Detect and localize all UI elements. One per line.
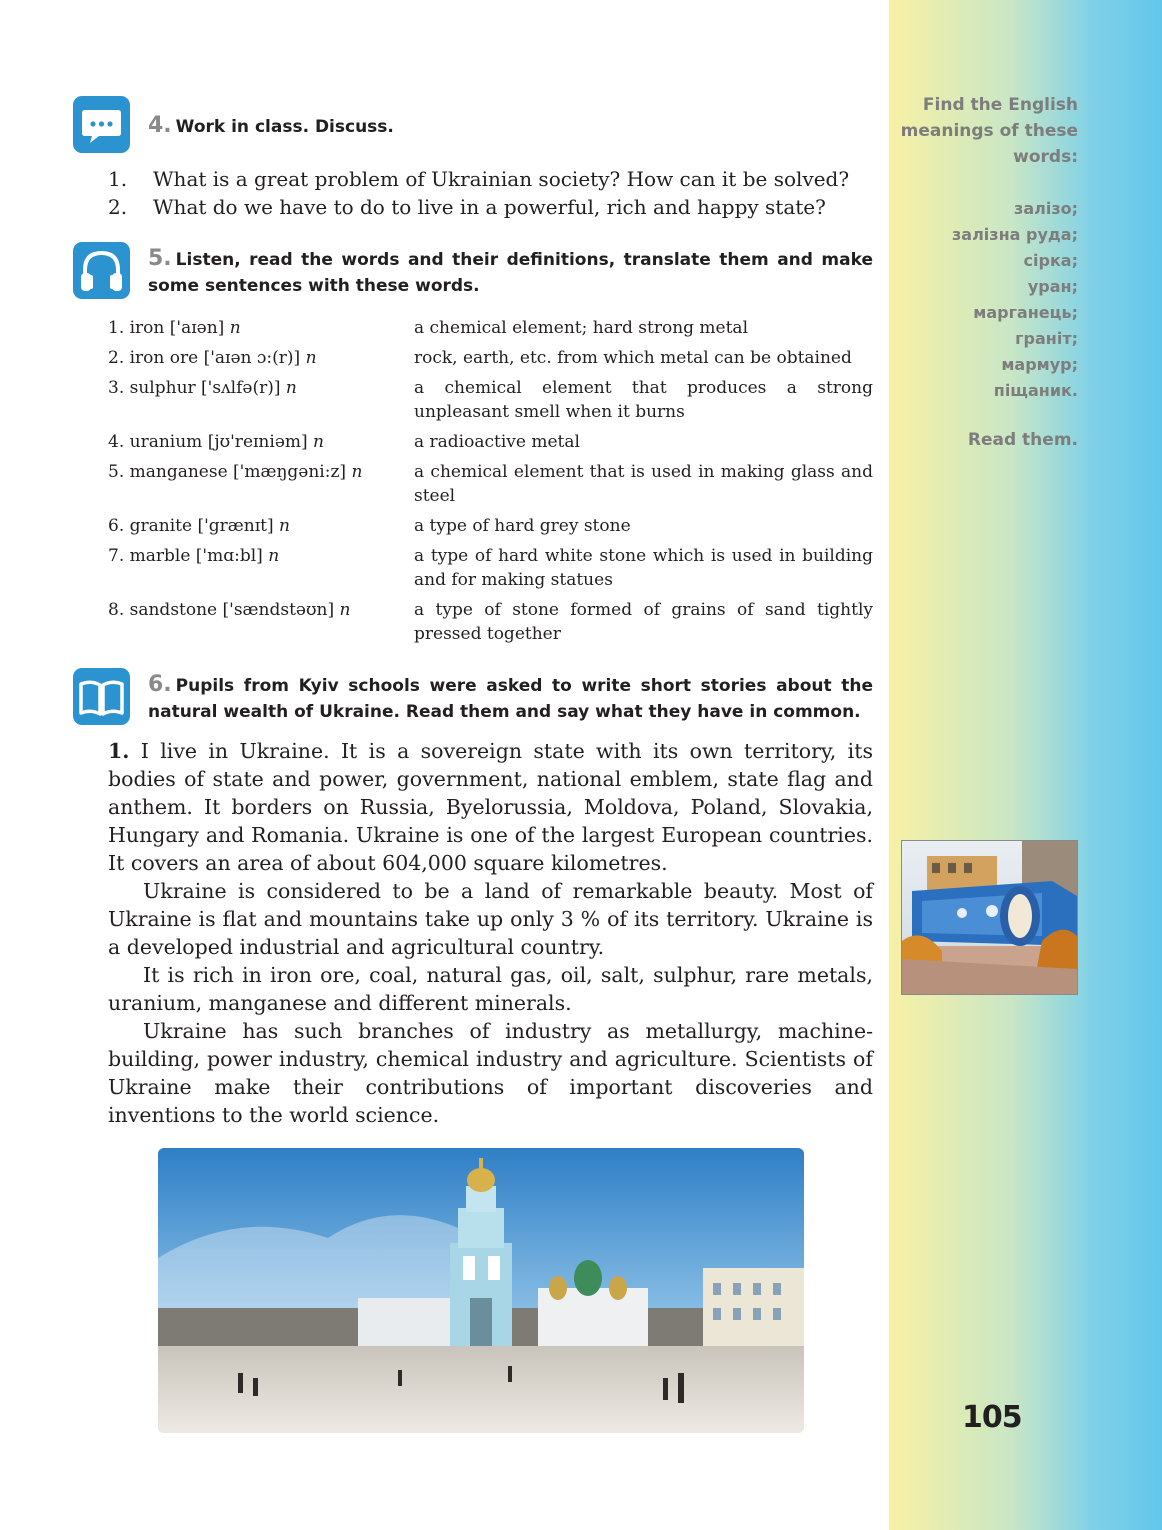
task5-icon-box (73, 242, 130, 299)
vocab-term-text: 8. sandstone ['sændstəʊn] (108, 600, 340, 620)
story-paragraph: It is rich in iron ore, coal, natural gas, oil, salt, sulphur, rare metals, uranium, manganese and different minerals. (108, 963, 873, 1015)
vocab-row (108, 430, 873, 454)
vocab-term-text: 1. iron ['aɪən] (108, 318, 230, 338)
vocab-row (108, 598, 873, 646)
vocab-pos: n (339, 600, 351, 620)
vocab-pos: n (279, 516, 290, 536)
task5-heading (148, 246, 873, 299)
vocabulary-table (108, 316, 873, 652)
sidebar-task-line: words: (1013, 147, 1078, 167)
vocab-definition: a radioactive metal (414, 432, 580, 452)
vocab-term (108, 316, 414, 340)
task5-heading-text: Listen, read the words and their definitions, translate them and make some sentences with these words. (148, 250, 873, 296)
question-number: 2. (108, 195, 128, 219)
vocab-pos: n (285, 378, 297, 398)
task4-question-list (108, 165, 878, 221)
vocab-row (108, 316, 873, 340)
vocab-pos: n (351, 462, 363, 482)
vocab-row (108, 376, 873, 424)
vocab-term-text: 3. sulphur ['sʌlfə(r)] (108, 378, 286, 398)
vocab-term (108, 598, 414, 646)
vocab-row (108, 460, 873, 508)
question-text: What do we have to do to live in a powerful, rich and happy state? (153, 195, 826, 219)
task4-heading-text: Work in class. Discuss. (175, 117, 394, 137)
sidebar-word: граніт; (1015, 329, 1078, 348)
question-text: What is a great problem of Ukrainian society? How can it be solved? (153, 167, 850, 191)
task4-heading (148, 113, 873, 140)
vocab-term-text: 7. marble ['mɑ:bl] (108, 546, 269, 566)
vocab-term-text: 6. granite ['grænɪt] (108, 516, 279, 536)
sofia-square-photo (158, 1148, 804, 1433)
vocab-term-text: 5. manganese ['mæŋgəni:z] (108, 462, 352, 482)
story-text (108, 737, 873, 1129)
sidebar-word: залізо; (1014, 199, 1078, 218)
sidebar-panel (889, 0, 1162, 1530)
vocab-term-text: 4. uranium [jʊ'reɪniəm] (108, 432, 314, 452)
vocab-definition: a chemical element that produces a strong unpleasant smell when it burns (414, 378, 873, 422)
vocab-term (108, 346, 414, 370)
vocab-definition: a type of hard grey stone (414, 516, 631, 536)
story-paragraph: Ukraine is considered to be a land of remarkable beauty. Most of Ukraine is flat and mountains take up only 3 % of its territory. Ukraine is a developed industrial and agricultural country. (108, 879, 873, 959)
sidebar-word: мармур; (1001, 355, 1078, 374)
sidebar-task (878, 92, 1078, 170)
speech-bubble-icon (73, 96, 130, 153)
vocab-pos: n (305, 348, 317, 368)
task4-icon-box (73, 96, 130, 153)
sidebar-word: піщаник. (993, 381, 1078, 400)
vocab-term (108, 514, 414, 538)
vocab-term (108, 544, 414, 592)
story-number: 1. (108, 739, 130, 763)
vocab-pos: n (268, 546, 280, 566)
sidebar-word: уран; (1027, 277, 1078, 296)
vocab-pos: n (229, 318, 241, 338)
vocab-pos: n (313, 432, 324, 452)
question-number: 1. (108, 167, 128, 191)
task6-heading (148, 672, 873, 725)
story-paragraph: Ukraine has such branches of industry as metallurgy, machine-building, power industry, chemical industry and agriculture. Scientists of Ukraine make their contributions of important discoveries and inventions to the world science. (108, 1019, 873, 1127)
sidebar-task-line: meanings of these (900, 121, 1078, 141)
vocab-definition: a chemical element that is used in making glass and steel (414, 462, 873, 506)
sidebar-read-label: Read them. (967, 430, 1078, 450)
task6-number: 6. (148, 672, 172, 697)
vocab-term (108, 460, 414, 508)
vocab-definition: rock, earth, etc. from which metal can be obtained (414, 348, 852, 368)
vocab-row (108, 544, 873, 592)
vocab-definition: a chemical element; hard strong metal (414, 318, 749, 338)
vocab-row (108, 346, 873, 370)
vocab-definition: a type of hard white stone which is used in building and for making statues (414, 546, 873, 590)
page-number: 105 (962, 1400, 1022, 1435)
task5-number: 5. (148, 246, 172, 271)
headphones-icon (73, 242, 130, 299)
story-paragraph-text: I live in Ukraine. It is a sovereign state with its own territory, its bodies of state and power, government, national emblem, state flag and anthem. It borders on Russia, Byelorussia, Moldova, Poland, Slovakia, Hungary and Romania. Ukraine is one of the largest European countries. It covers an area of about 604,000 square kilometres. (108, 739, 873, 875)
open-book-icon (73, 668, 130, 725)
sidebar-word: марганець; (973, 303, 1078, 322)
question-item (108, 193, 878, 221)
sidebar-word-list (952, 196, 1078, 404)
task6-icon-box (73, 668, 130, 725)
task4-number: 4. (148, 113, 172, 138)
sidebar-word: залізна руда; (951, 225, 1078, 244)
story-paragraph (108, 737, 873, 877)
vocab-term (108, 430, 414, 454)
vocab-definition: a type of stone formed of grains of sand tightly pressed together (414, 600, 873, 644)
vocab-term (108, 376, 414, 424)
vocab-term-text: 2. iron ore ['aɪən ɔ:(r)] (108, 348, 306, 368)
mosaic-wall-photo (901, 840, 1078, 995)
task6-heading-text: Pupils from Kyiv schools were asked to write short stories about the natural wealth of Ukraine. Read them and say what they have in common. (148, 676, 873, 722)
vocab-row (108, 514, 873, 538)
sidebar-word: сірка; (1023, 251, 1078, 270)
sidebar-task-line: Find the English (922, 95, 1078, 115)
question-item (108, 165, 878, 193)
